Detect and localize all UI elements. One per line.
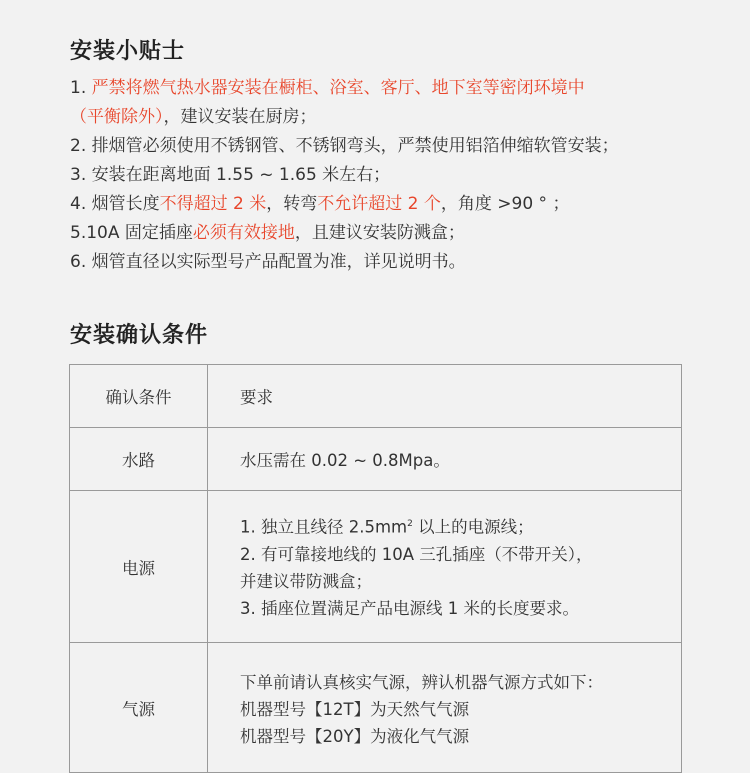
tip-warning-text: 必须有效接地 [192,223,295,243]
header-condition-cell: 确认条件 [70,365,208,428]
power-line-text: 以上的电源线； [412,517,534,537]
power-line [240,511,680,541]
gas-requirement [208,643,682,773]
tip-line [70,248,710,277]
tip-warning-text: 不得超过 2 米 [159,194,267,214]
table-row-gas [70,643,682,773]
gas-label: 气源 [70,643,208,773]
tip-line [70,190,710,219]
power-requirement [208,491,682,643]
power-label: 电源 [70,491,208,643]
power-line: 并建议带防溅盒； [240,571,372,591]
gas-line: 机器型号【12T】为天然气气源 [240,699,470,719]
tip-warning-text: （平衡除外） [70,107,164,127]
tip-text: 3. 安装在距离地面 1.55 ~ 1.65 米左右； [70,165,391,185]
header-requirement-cell: 要求 [208,365,682,428]
table-row-power [70,491,682,643]
tip-text: 4. 烟管长度 [70,194,160,214]
water-label: 水路 [70,428,208,491]
table-header-row [70,365,682,428]
tip-line [70,132,710,161]
confirm-table [69,364,682,773]
tips-list [70,74,710,277]
power-line-text: 1. 独立且线径 2.5mm [240,517,408,537]
tip-line [70,74,710,103]
power-line: 3. 插座位置满足产品电源线 1 米的长度要求。 [240,598,579,618]
tips-title: 安装小贴士 [70,39,186,64]
gas-line: 机器型号【20Y】为液化气气源 [240,726,470,746]
tip-text: 5.10A 固定插座 [70,223,193,243]
tip-text: ，转弯 [266,194,318,214]
tip-text: 1. [70,78,92,98]
tip-line [70,219,710,248]
tip-text: 6. 烟管直径以实际型号产品配置为准，详见说明书。 [70,252,466,272]
tip-line [70,103,710,132]
table-row-water [70,428,682,491]
tip-text: ，且建议安装防溅盒； [294,223,465,243]
tip-warning-text: 不允许超过 2 个 [317,194,441,214]
water-requirement: 水压需在 0.02 ~ 0.8Mpa。 [208,428,682,491]
tip-text: 2. 排烟管必须使用不锈钢管、不锈钢弯头，严禁使用铝箔伸缩软管安装； [70,136,619,156]
gas-line: 下单前请认真核实气源，辨认机器气源方式如下： [240,672,603,692]
tip-line [70,161,710,190]
superscript: 2 [407,519,413,530]
tip-text: ，角度 >90 ° ； [440,194,570,214]
confirm-title: 安装确认条件 [70,323,209,348]
tip-warning-text: 严禁将燃气热水器安装在橱柜、浴室、客厅、地下室等密闭环境中 [91,78,585,98]
power-line: 2. 有可靠接地线的 10A 三孔插座（不带开关）， [240,544,593,564]
tip-text: ，建议安装在厨房； [163,107,317,127]
